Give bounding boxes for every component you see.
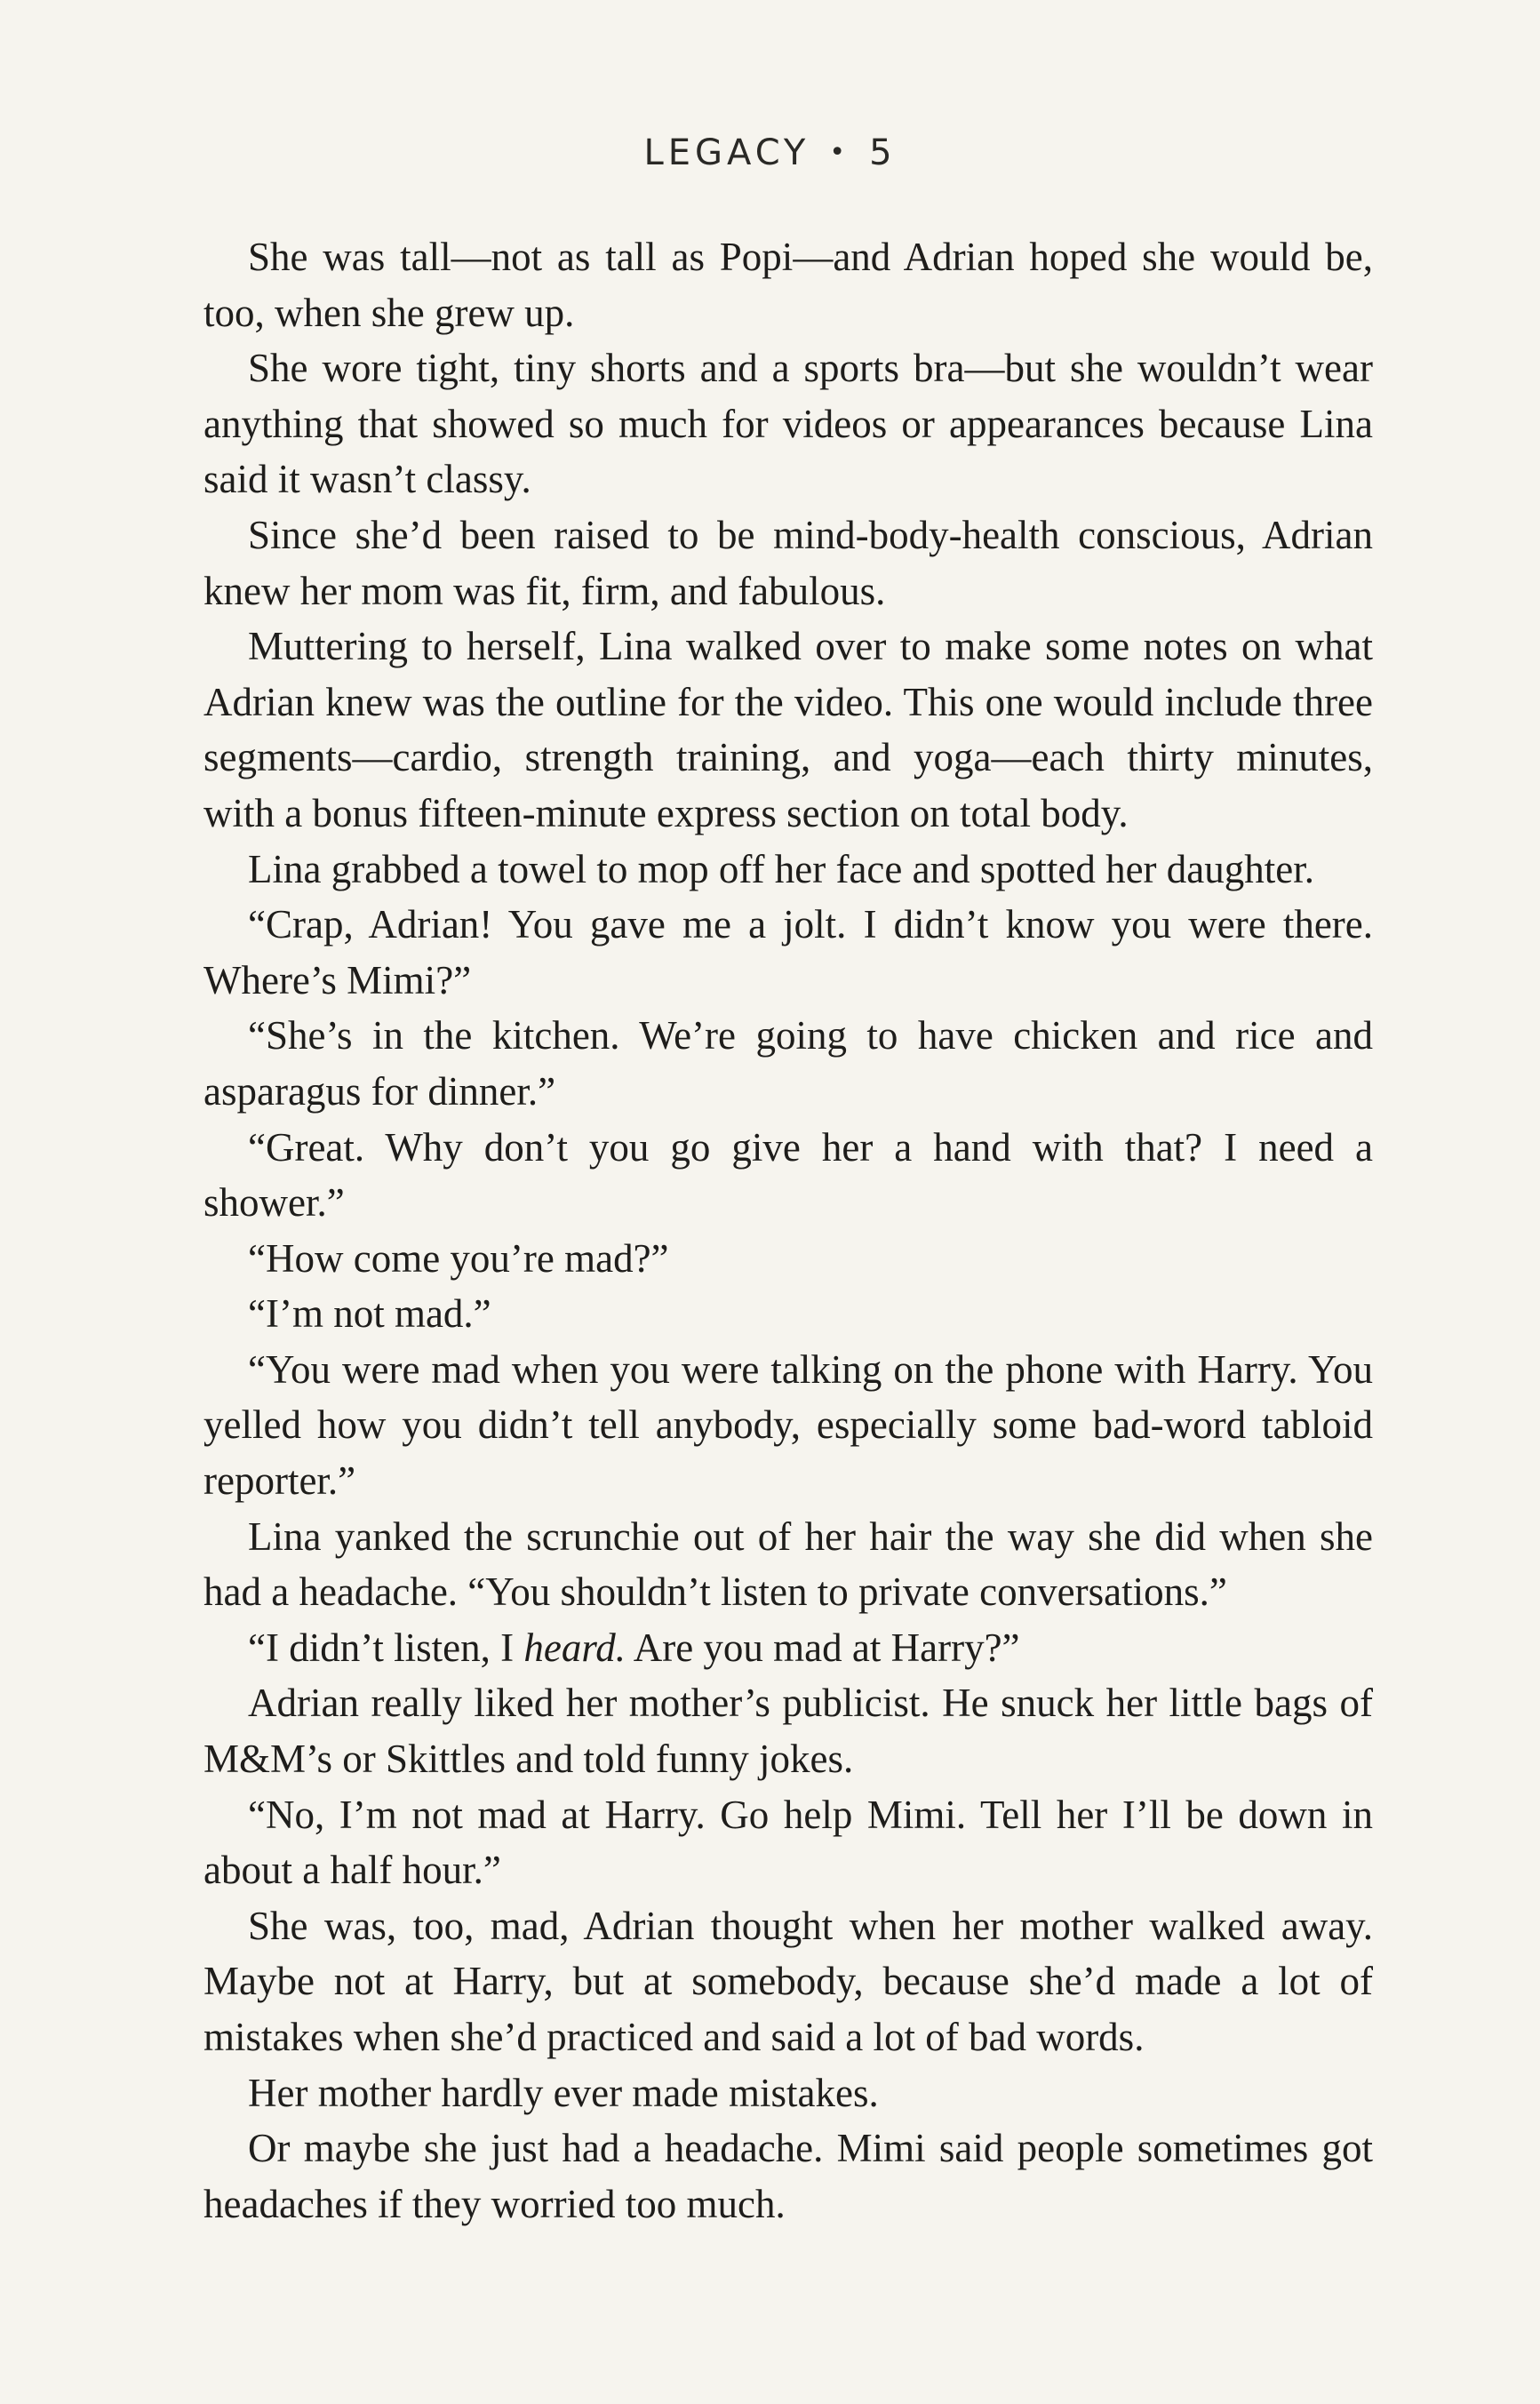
paragraph: She was tall—not as tall as Popi—and Adrian hoped she would be, too, when she grew up.	[203, 235, 1373, 335]
paragraph: Lina grabbed a towel to mop off her face and spotted her daughter.	[248, 846, 1314, 891]
paragraph: “She’s in the kitchen. We’re going to have chicken and rice and asparagus for dinner.”	[203, 1013, 1373, 1114]
paragraph: Adrian really liked her mother’s publicist. He snuck her little bags of M&M’s or Skittles and told funny jokes.	[203, 1681, 1373, 1782]
body-text	[203, 229, 1373, 2232]
paragraph: “How come you’re mad?”	[248, 1235, 669, 1281]
paragraph: Or maybe she just had a headache. Mimi said people sometimes got headaches if they worried too much.	[203, 2126, 1373, 2226]
paragraph: “No, I’m not mad at Harry. Go help Mimi. Tell her I’ll be down in about a half hour.”	[203, 1792, 1373, 1893]
running-head	[0, 126, 1540, 180]
paragraph	[203, 1620, 1373, 1676]
paragraph: Her mother hardly ever made mistakes.	[248, 2070, 879, 2115]
header-separator: •	[829, 137, 850, 168]
emphasized-word: heard.	[523, 1625, 626, 1670]
book-title: LEGACY	[643, 132, 810, 173]
paragraph: Muttering to herself, Lina walked over to make some notes on what Adrian knew was the outline for the video. This one would include three segments—cardio, strength training, and yoga—each thirty minutes, with a bonus fifteen-minute express section on total body.	[203, 624, 1373, 835]
paragraph-text-after: Are you mad at Harry?”	[625, 1625, 1020, 1670]
paragraph-text-before: “I didn’t listen, I	[248, 1625, 524, 1670]
paragraph: Lina yanked the scrunchie out of her hair the way she did when she had a headache. “You shouldn’t listen to private conversations.”	[203, 1513, 1373, 1615]
paragraph: “You were mad when you were talking on the phone with Harry. You yelled how you didn’t tell anybody, especially some bad-word tabloid reporter.”	[203, 1346, 1373, 1504]
paragraph: “I’m not mad.”	[248, 1291, 491, 1337]
paragraph: She wore tight, tiny shorts and a sports bra—but she wouldn’t wear anything that showed so much for videos or appearances because Lina said it wasn’t classy.	[203, 346, 1373, 502]
page-number: 5	[869, 132, 897, 173]
paragraph: Since she’d been raised to be mind-body-health conscious, Adrian knew her mom was fit, firm, and fabulous.	[203, 512, 1373, 613]
paragraph: She was, too, mad, Adrian thought when her mother walked away. Maybe not at Harry, but at somebody, because she’d made a lot of mistakes when she’d practiced and said a lot of bad words.	[203, 1903, 1373, 2059]
paragraph: “Great. Why don’t you go give her a hand with that? I need a shower.”	[203, 1124, 1373, 1226]
paragraph: “Crap, Adrian! You gave me a jolt. I didn’t know you were there. Where’s Mimi?”	[203, 902, 1373, 1002]
